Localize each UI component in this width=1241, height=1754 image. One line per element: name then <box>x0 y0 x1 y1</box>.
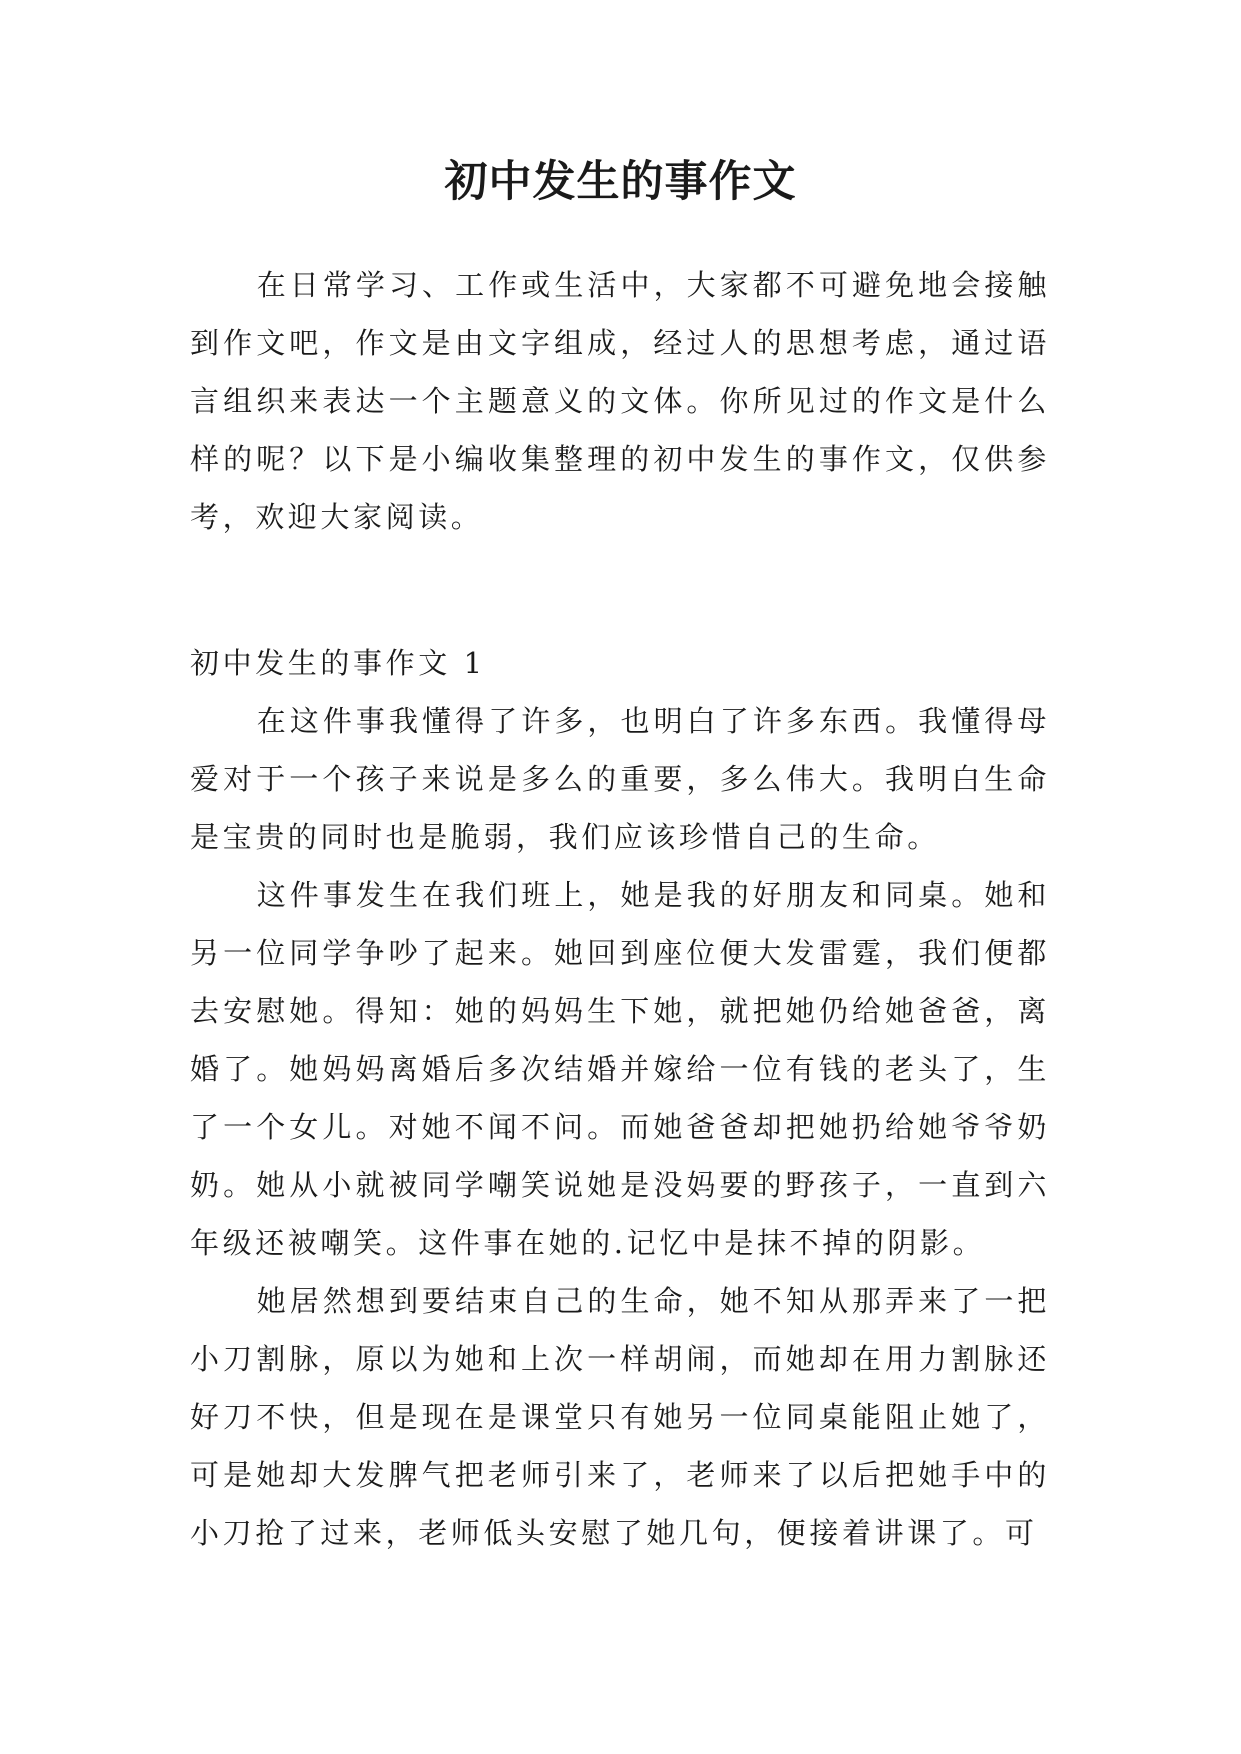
essay-paragraph-1: 在这件事我懂得了许多，也明白了许多东西。我懂得母爱对于一个孩子来说是多么的重要，多么伟大。我明白生命是宝贵的同时也是脆弱，我们应该珍惜自己的生命。 <box>190 704 1050 854</box>
intro-block <box>190 256 1050 546</box>
essay-paragraph-3: 她居然想到要结束自己的生命，她不知从那弄来了一把小刀割脉，原以为她和上次一样胡闹，而她却在用力割脉还好刀不快，但是现在是课堂只有她另一位同桌能阻止她了，可是她却大发脾气把老师引来了，老师来了以后把她手中的小刀抢了过来，老师低头安慰了她几句，便接着讲课了。可 <box>190 1284 1050 1550</box>
section-heading: 初中发生的事作文 1 <box>190 646 486 680</box>
essay-paragraph-2: 这件事发生在我们班上，她是我的好朋友和同桌。她和另一位同学争吵了起来。她回到座位便大发雷霆，我们便都去安慰她。得知：她的妈妈生下她，就把她仍给她爸爸，离婚了。她妈妈离婚后多次结婚并嫁给一位有钱的老头了，生了一个女儿。对她不闻不问。而她爸爸却把她扔给她爷爷奶奶。她从小就被同学嘲笑说她是没妈要的野孩子，一直到六年级还被嘲笑。这件事在她的.记忆中是抹不掉的阴影。 <box>190 878 1050 1260</box>
intro-paragraph: 在日常学习、工作或生活中，大家都不可避免地会接触到作文吧，作文是由文字组成，经过人的思想考虑，通过语言组织来表达一个主题意义的文体。你所见过的作文是什么样的呢？以下是小编收集整理的初中发生的事作文，仅供参考，欢迎大家阅读。 <box>190 268 1050 534</box>
document-title: 初中发生的事作文 <box>444 157 797 207</box>
essay-block <box>190 634 1050 1562</box>
